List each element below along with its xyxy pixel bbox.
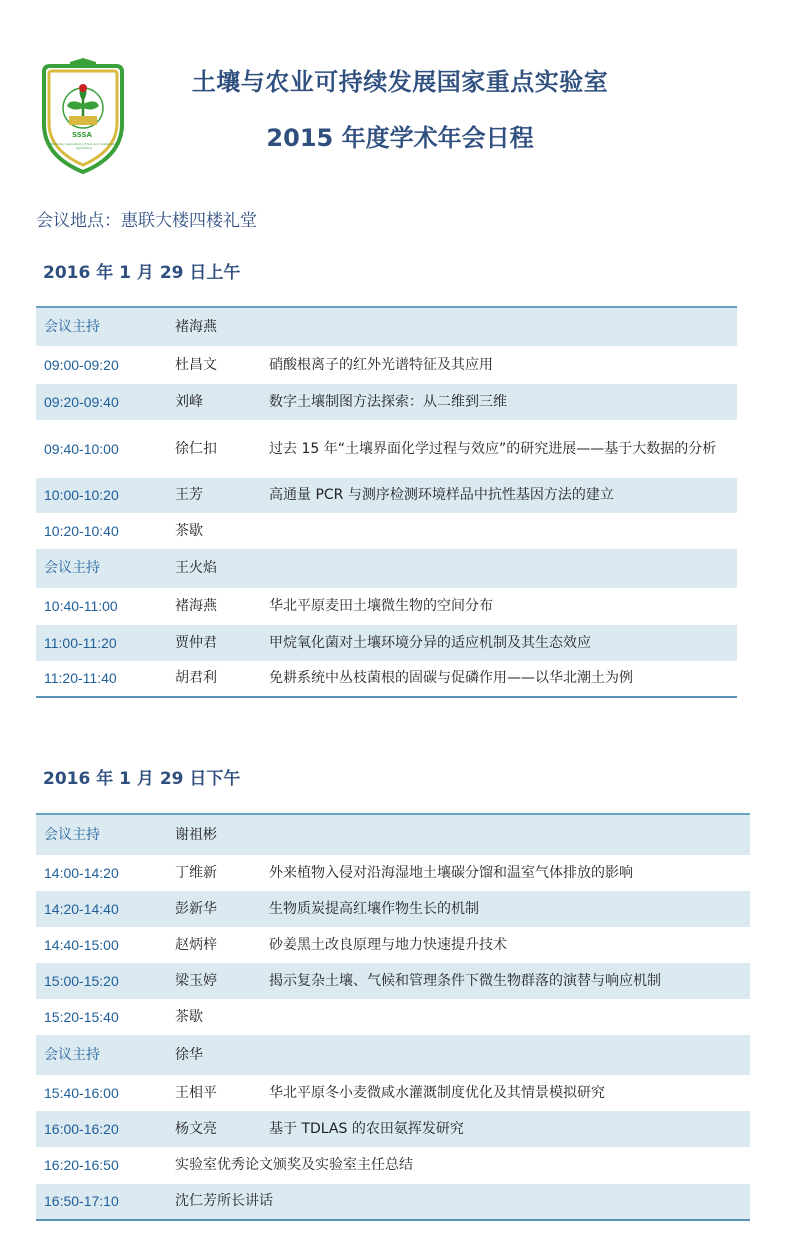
logo-ring-text: State Key Laboratory of Soil and Sustainable Agriculture: [50, 142, 118, 150]
table-row: [36, 549, 737, 588]
row-topic: 外来植物入侵对沿海湿地土壤碳分馏和温室气体排放的影响: [269, 864, 633, 881]
table-row: [36, 1111, 750, 1147]
row-person: 徐华: [157, 1035, 261, 1075]
row-topic: 过去 15 年“土壤界面化学过程与效应”的研究进展——基于大数据的分析: [269, 440, 717, 457]
row-time: 15:00-15:20: [36, 963, 157, 999]
row-person: 梁玉婷: [157, 963, 261, 999]
table-row: [36, 661, 737, 697]
table-row: [36, 478, 737, 513]
row-topic: [261, 549, 737, 588]
table-row: [36, 814, 750, 855]
row-time: 10:20-10:40: [44, 522, 119, 539]
lab-logo-icon: [40, 58, 126, 176]
table-row: [36, 346, 737, 384]
table-row: [36, 588, 737, 625]
row-time: 16:50-17:10: [36, 1184, 157, 1220]
table-row: [36, 1035, 750, 1075]
table-row: [36, 307, 737, 346]
row-time: 14:00-14:20: [44, 864, 119, 881]
row-time: 11:20-11:40: [36, 661, 157, 697]
morning-schedule-table: [36, 306, 737, 698]
morning-heading: 2016 年 1 月 29 日上午: [43, 263, 241, 283]
row-person: 徐仁扣: [175, 440, 217, 457]
table-row: [36, 625, 737, 661]
row-time: 10:00-10:20: [36, 478, 157, 513]
row-topic: 揭示复杂土壤、气候和管理条件下微生物群落的演替与响应机制: [261, 963, 750, 999]
table-row: [36, 1184, 750, 1220]
row-topic: [261, 999, 750, 1035]
logo-abbr: SSSA: [72, 131, 92, 139]
row-person: 褚海燕: [157, 307, 261, 346]
table-row: [36, 855, 750, 891]
row-time: 16:20-16:50: [44, 1157, 119, 1173]
row-topic: 数字土壤制图方法探索：从二维到三维: [261, 384, 737, 420]
row-topic: 硝酸根离子的红外光谱特征及其应用: [269, 356, 493, 373]
row-person: 丁维新: [175, 864, 217, 881]
table-row: [36, 1147, 750, 1184]
row-time: 会议主持: [36, 549, 157, 588]
row-topic: 华北平原麦田土壤微生物的空间分布: [269, 598, 493, 614]
row-person: 沈仁芳所长讲话: [157, 1184, 750, 1220]
afternoon-heading: 2016 年 1 月 29 日下午: [43, 769, 241, 789]
row-person: 贾仲君: [157, 625, 261, 661]
row-topic: 基于 TDLAS 的农田氨挥发研究: [261, 1111, 750, 1147]
row-topic: 生物质炭提高红壤作物生长的机制: [261, 891, 750, 927]
row-person: 胡君利: [157, 661, 261, 697]
row-time: 11:00-11:20: [36, 625, 157, 661]
row-topic: 高通量 PCR 与测序检测环境样品中抗性基因方法的建立: [261, 478, 737, 513]
row-person: 杜昌文: [175, 356, 217, 373]
row-person: 王火焰: [157, 549, 261, 588]
row-time: 14:20-14:40: [36, 891, 157, 927]
row-topic: [261, 513, 737, 549]
table-row: [36, 420, 737, 478]
table-row: [36, 1075, 750, 1111]
row-person: 王芳: [157, 478, 261, 513]
row-person: 彭新华: [157, 891, 261, 927]
venue-text: 会议地点：惠联大楼四楼礼堂: [36, 211, 257, 231]
row-person: 茶歇: [175, 522, 203, 539]
row-person: 谢祖彬: [157, 814, 261, 855]
row-time: 10:40-11:00: [44, 598, 118, 614]
row-time: 会议主持: [36, 1035, 157, 1075]
row-time: 16:00-16:20: [36, 1111, 157, 1147]
row-time: 15:40-16:00: [44, 1084, 119, 1101]
row-person: 茶歇: [175, 1008, 203, 1025]
row-person: 王相平: [175, 1084, 217, 1101]
row-time: 09:00-09:20: [44, 356, 119, 373]
table-row: [36, 384, 737, 420]
table-row: [36, 927, 750, 963]
table-row: [36, 963, 750, 999]
row-time: 09:40-10:00: [44, 440, 119, 457]
row-topic: 华北平原冬小麦微咸水灌溉制度优化及其情景模拟研究: [269, 1084, 605, 1101]
row-person: 杨文亮: [157, 1111, 261, 1147]
table-row: [36, 891, 750, 927]
afternoon-schedule-table: [36, 813, 750, 1221]
row-time: 会议主持: [36, 307, 157, 346]
row-person: 刘峰: [157, 384, 261, 420]
row-person: 赵炳梓: [175, 936, 217, 953]
row-time: 09:20-09:40: [36, 384, 157, 420]
row-topic: 免耕系统中丛枝菌根的固碳与促磷作用——以华北潮土为例: [261, 661, 737, 697]
row-person: 实验室优秀论文颁奖及实验室主任总结: [175, 1157, 413, 1173]
page-title: 土壤与农业可持续发展国家重点实验室: [191, 68, 609, 96]
row-topic: 砂姜黑土改良原理与地力快速提升技术: [269, 936, 507, 953]
row-topic: [261, 814, 750, 855]
table-row: [36, 513, 737, 549]
row-person: 褚海燕: [175, 598, 217, 614]
table-row: [36, 999, 750, 1035]
row-time: 14:40-15:00: [44, 936, 119, 953]
row-topic: 甲烷氧化菌对土壤环境分异的适应机制及其生态效应: [261, 625, 737, 661]
page-subtitle: 2015 年度学术年会日程: [266, 124, 534, 152]
row-time: 会议主持: [36, 814, 157, 855]
row-topic: [261, 307, 737, 346]
row-topic: [261, 1035, 750, 1075]
row-time: 15:20-15:40: [44, 1008, 119, 1025]
